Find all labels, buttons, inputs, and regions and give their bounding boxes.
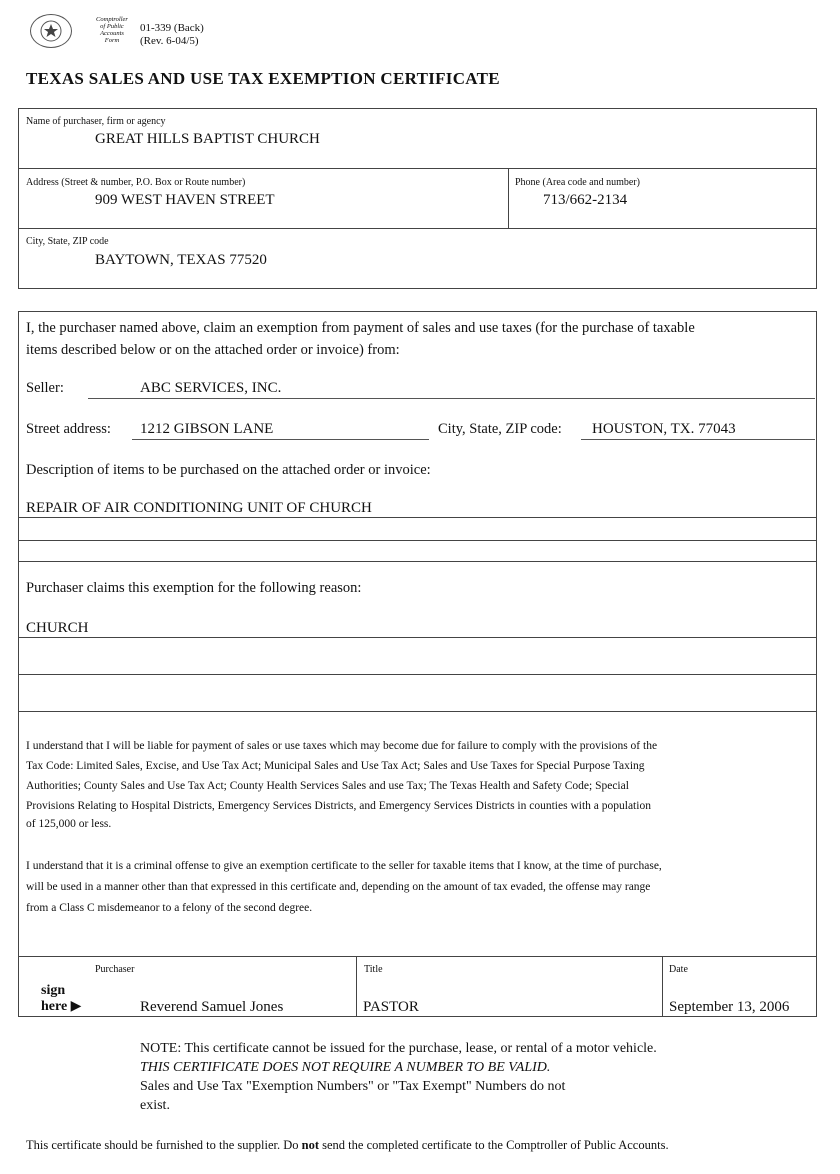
footer-text: send the completed certificate to the Comptroller of Public Accounts.	[319, 1138, 669, 1152]
footer-text: This certificate should be furnished to the supplier. Do	[26, 1138, 302, 1152]
comptroller-seal-logo	[30, 14, 72, 48]
date-label: Date	[669, 964, 688, 975]
note-italic-line: THIS CERTIFICATE DOES NOT REQUIRE A NUMBER TO BE VALID.	[140, 1060, 551, 1075]
seller-street-label: Street address:	[26, 421, 111, 437]
form-number-block	[140, 22, 204, 48]
footer-instruction	[26, 1138, 669, 1153]
seller-city-field[interactable]: HOUSTON, TX. 77043	[592, 421, 736, 437]
here-arrow-text: here ▶	[41, 999, 82, 1014]
reason-label: Purchaser claims this exemption for the following reason:	[26, 580, 362, 596]
claim-intro-line1: I, the purchaser named above, claim an exemption from payment of sales and use taxes (for the purchase of taxable	[26, 320, 695, 336]
seller-city-underline	[581, 439, 815, 440]
page-title: TEXAS SALES AND USE TAX EXEMPTION CERTIFICATE	[26, 69, 500, 88]
paragraph-line: will be used in a manner other than that expressed in this certificate and, depending on the amount of tax evaded, the offense may range	[26, 881, 651, 893]
purchaser-phone-label: Phone (Area code and number)	[515, 177, 640, 188]
claim-intro-line2: items described below or on the attached order or invoice) from:	[26, 342, 400, 358]
note-block	[140, 1039, 657, 1115]
form-revision: (Rev. 6-04/5)	[140, 35, 199, 47]
divider	[508, 168, 509, 228]
sign-here-marker	[41, 983, 81, 1015]
criminal-offense-paragraph	[26, 856, 662, 918]
purchaser-phone-field[interactable]: 713/662-2134	[543, 192, 628, 208]
reason-line	[18, 674, 817, 675]
seller-city-label: City, State, ZIP code:	[438, 421, 562, 437]
divider	[18, 228, 817, 229]
paragraph-line: of 125,000 or less.	[26, 818, 112, 830]
date-field[interactable]: September 13, 2006	[669, 999, 790, 1015]
purchaser-name-field[interactable]: GREAT HILLS BAPTIST CHURCH	[95, 131, 320, 147]
divider	[356, 956, 357, 1017]
title-label: Title	[364, 964, 383, 975]
description-line	[18, 517, 817, 518]
seal-caption: Comptroller of Public Accounts Form	[96, 16, 128, 44]
seller-street-field[interactable]: 1212 GIBSON LANE	[140, 421, 274, 437]
purchaser-city-label: City, State, ZIP code	[26, 236, 109, 247]
description-label: Description of items to be purchased on the attached order or invoice:	[26, 462, 431, 478]
divider	[662, 956, 663, 1017]
seller-field[interactable]: ABC SERVICES, INC.	[140, 380, 282, 396]
reason-field[interactable]: CHURCH	[26, 620, 89, 636]
title-field[interactable]: PASTOR	[363, 999, 419, 1015]
footer-emphasis: not	[301, 1138, 320, 1152]
description-line	[18, 540, 817, 541]
seller-street-underline	[132, 439, 429, 440]
paragraph-line: I understand that it is a criminal offense to give an exemption certificate to the seller for taxable items that I know, at the time of purchase,	[26, 860, 662, 872]
form-number: 01-339 (Back)	[140, 22, 204, 34]
seller-underline	[88, 398, 815, 399]
paragraph-line: Authorities; County Sales and Use Tax Act; County Health Services Sales and use Tax; The Texas Health and Safety Code; Special	[26, 780, 629, 792]
purchaser-signature-label: Purchaser	[95, 964, 135, 975]
purchaser-address-label: Address (Street & number, P.O. Box or Route number)	[26, 177, 246, 188]
paragraph-line: I understand that I will be liable for payment of sales or use taxes which may become due for failure to comply with the provisions of the	[26, 740, 658, 752]
sign-text: sign	[41, 983, 66, 998]
liability-paragraph	[26, 736, 657, 834]
purchaser-city-field[interactable]: BAYTOWN, TEXAS 77520	[95, 252, 267, 268]
divider	[18, 168, 817, 169]
paragraph-line: Tax Code: Limited Sales, Excise, and Use Tax Act; Municipal Sales and Use Tax Act; Sales and Use Taxes for Special Purpose Taxing	[26, 760, 645, 772]
purchaser-signature-field[interactable]: Reverend Samuel Jones	[140, 999, 284, 1015]
note-line: NOTE: This certificate cannot be issued for the purchase, lease, or rental of a motor vehicle.	[140, 1041, 657, 1056]
paragraph-line: from a Class C misdemeanor to a felony of the second degree.	[26, 902, 313, 914]
paragraph-line: Provisions Relating to Hospital Districts, Emergency Services Districts, and Emergency Services Districts in counties with a population	[26, 800, 651, 812]
description-line	[18, 561, 817, 562]
seller-label: Seller:	[26, 380, 64, 396]
description-field[interactable]: REPAIR OF AIR CONDITIONING UNIT OF CHURCH	[26, 500, 372, 516]
purchaser-address-field[interactable]: 909 WEST HAVEN STREET	[95, 192, 275, 208]
reason-line	[18, 711, 817, 712]
purchaser-name-label: Name of purchaser, firm or agency	[26, 116, 166, 127]
note-line: exist.	[140, 1098, 170, 1113]
signature-row-divider	[18, 956, 817, 957]
reason-line	[18, 637, 817, 638]
note-line: Sales and Use Tax "Exemption Numbers" or "Tax Exempt" Numbers do not	[140, 1079, 566, 1094]
